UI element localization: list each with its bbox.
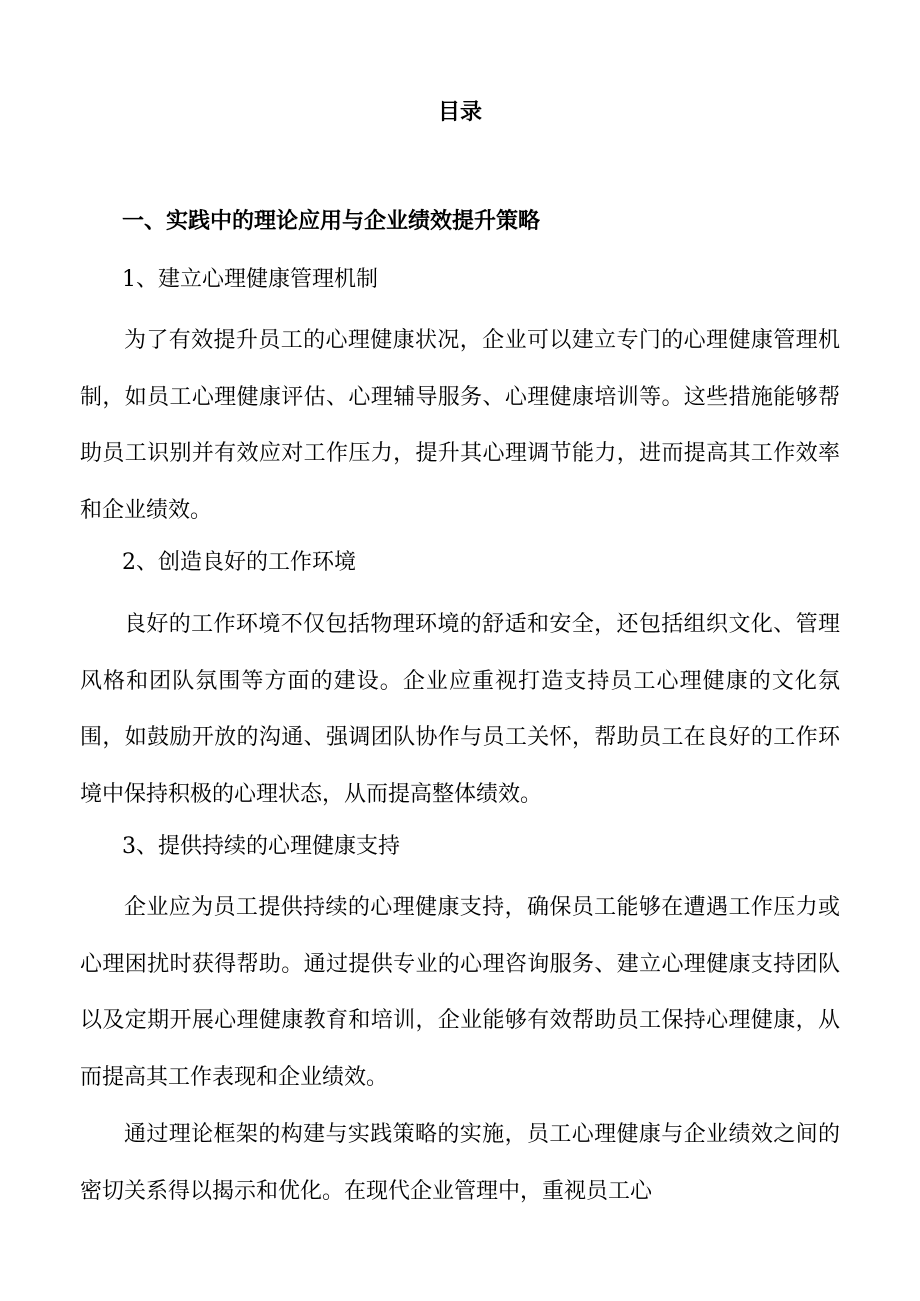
subsection-heading-3: 3、提供持续的心理健康支持 bbox=[122, 834, 400, 859]
paragraph-work-environment: 良好的工作环境不仅包括物理环境的舒适和安全，还包括组织文化、管理风格和团队氛围等方面的建设。企业应重视打造支持员工心理健康的文化氛围，如鼓励开放的沟通、强调团队协作与员工关怀，帮助员工在良好的工作环境中保持积极的心理状态，从而提高整体绩效。 bbox=[80, 612, 840, 807]
paragraph-closing: 通过理论框架的构建与实践策略的实施，员工心理健康与企业绩效之间的密切关系得以揭示和优化。在现代企业管理中，重视员工心 bbox=[80, 1122, 840, 1204]
subsection-heading-1: 1、建立心理健康管理机制 bbox=[122, 267, 378, 292]
toc-title: 目录 bbox=[437, 99, 482, 125]
paragraph-mental-health-mechanism: 为了有效提升员工的心理健康状况，企业可以建立专门的心理健康管理机制，如员工心理健康评估、心理辅导服务、心理健康培训等。这些措施能够帮助员工识别并有效应对工作压力，提升其心理调节能力，进而提高其工作效率和企业绩效。 bbox=[80, 328, 840, 523]
paragraph-continuous-support: 企业应为员工提供持续的心理健康支持，确保员工能够在遭遇工作压力或心理困扰时获得帮助。通过提供专业的心理咨询服务、建立心理健康支持团队以及定期开展心理健康教育和培训，企业能够有效帮助员工保持心理健康，从而提高其工作表现和企业绩效。 bbox=[80, 895, 840, 1090]
subsection-heading-2: 2、创造良好的工作环境 bbox=[122, 550, 356, 575]
section-heading-1: 一、实践中的理论应用与企业绩效提升策略 bbox=[122, 208, 541, 234]
